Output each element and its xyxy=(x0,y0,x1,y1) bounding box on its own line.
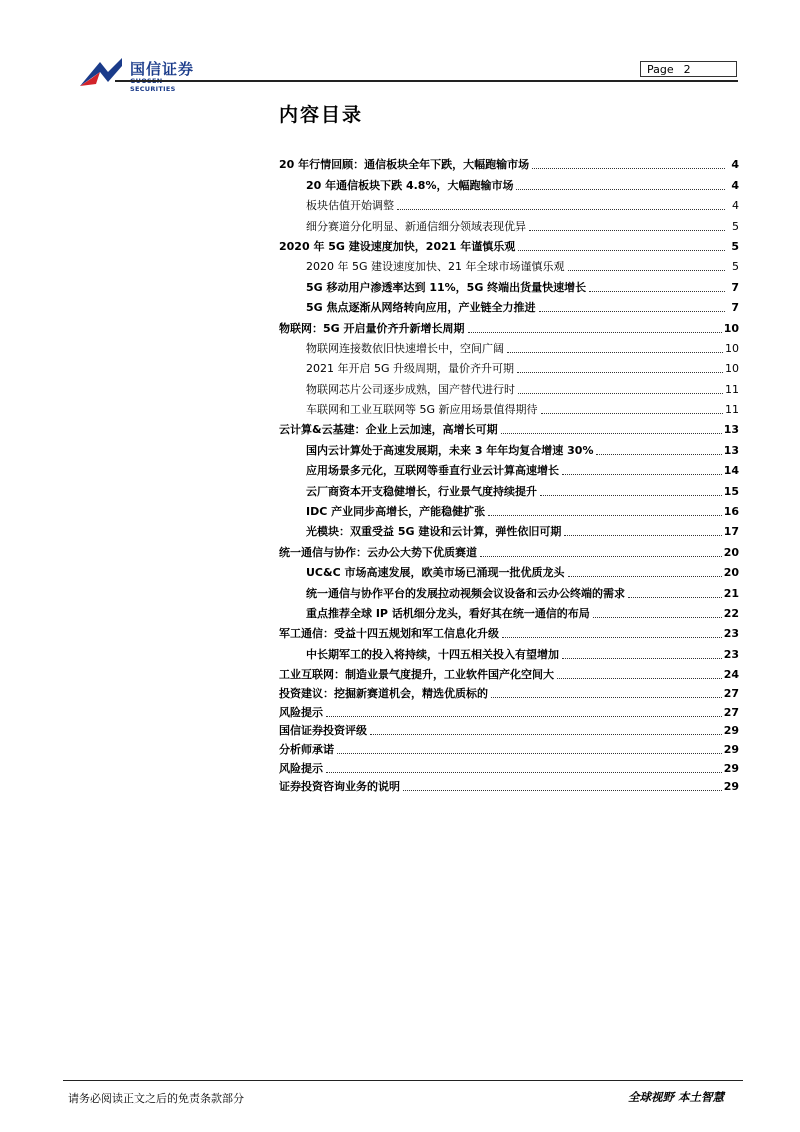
logo-name-cn: 国信证券 xyxy=(130,60,195,78)
toc-entry[interactable] xyxy=(279,274,739,294)
toc-dot-leader xyxy=(501,433,722,434)
toc-entry[interactable] xyxy=(279,601,739,621)
toc-dot-leader xyxy=(568,270,726,271)
toc-dot-leader xyxy=(539,311,725,312)
toc-dot-leader xyxy=(468,332,722,333)
toc-entry[interactable] xyxy=(279,213,739,233)
page-number: 2 xyxy=(683,63,691,76)
toc-entry[interactable] xyxy=(279,776,739,795)
toc-entry-page: 23 xyxy=(723,627,739,641)
toc-entry-page: 5 xyxy=(731,239,739,253)
logo-name-en: GUOSEN SECURITIES xyxy=(130,77,176,93)
toc-entry[interactable] xyxy=(279,560,739,580)
toc-entry[interactable] xyxy=(279,376,739,396)
toc-dot-leader xyxy=(516,189,725,190)
toc-dot-leader xyxy=(564,535,721,536)
toc-entry-title: 军工通信：受益十四五规划和军工信息化升级 xyxy=(279,627,499,641)
toc-entry[interactable] xyxy=(279,499,739,519)
toc-entry-title: 投资建议：挖掘新赛道机会，精选优质标的 xyxy=(279,686,488,700)
toc-entry-title: 统一通信与协作平台的发展拉动视频会议设备和云办公终端的需求 xyxy=(306,586,625,600)
toc-entry-page: 29 xyxy=(723,780,739,794)
toc-entry-page: 15 xyxy=(723,484,739,498)
toc-entry-page: 24 xyxy=(723,668,739,682)
toc-entry[interactable] xyxy=(279,254,739,274)
toc-entry[interactable] xyxy=(279,641,739,661)
toc-dot-leader xyxy=(517,372,723,373)
toc-entry[interactable] xyxy=(279,701,739,720)
toc-entry[interactable] xyxy=(279,519,739,539)
toc-entry-page: 27 xyxy=(723,705,739,719)
toc-entry-page: 20 xyxy=(723,566,739,580)
toc-dot-leader xyxy=(532,168,725,169)
toc-entry[interactable] xyxy=(279,539,739,559)
toc-entry-title: 细分赛道分化明显、新通信细分领域表现优异 xyxy=(306,219,526,233)
toc-entry-page: 27 xyxy=(723,686,739,700)
toc-dot-leader xyxy=(488,515,722,516)
toc-entry-title: 物联网芯片公司逐步成熟，国产替代进行时 xyxy=(306,382,515,396)
toc-entry-title: 2020 年 5G 建设速度加快，2021 年谨慎乐观 xyxy=(279,239,516,253)
footer-disclaimer: 请务必阅读正文之后的免责条款部分 xyxy=(68,1092,244,1105)
toc-dot-leader xyxy=(326,716,722,717)
toc-entry-page: 21 xyxy=(723,586,739,600)
footer-divider xyxy=(63,1080,743,1081)
toc-entry-title: IDC 产业同步高增长，产能稳健扩张 xyxy=(306,505,486,519)
toc-entry-page: 4 xyxy=(731,178,739,192)
toc-entry[interactable] xyxy=(279,336,739,356)
toc-entry-page: 10 xyxy=(723,321,739,335)
toc-entry[interactable] xyxy=(279,757,739,776)
toc-entry-page: 4 xyxy=(731,158,739,172)
toc-entry-page: 22 xyxy=(723,606,739,620)
toc-entry-page: 10 xyxy=(725,362,739,376)
toc-entry-title: UC&C 市场高速发展，欧美市场已涌现一批优质龙头 xyxy=(306,566,565,580)
toc-entry[interactable] xyxy=(279,720,739,739)
toc-entry-title: 国内云计算处于高速发展期，未来 3 年年均复合增速 30% xyxy=(306,443,594,457)
toc-entry-page: 10 xyxy=(725,341,739,355)
toc-entry-title: 车联网和工业互联网等 5G 新应用场景值得期待 xyxy=(306,403,538,417)
toc-entry-title: 板块估值开始调整 xyxy=(306,199,394,213)
toc-entry-page: 29 xyxy=(723,742,739,756)
toc-entry-page: 13 xyxy=(723,443,739,457)
toc-dot-leader xyxy=(518,250,725,251)
page-indicator xyxy=(640,61,737,77)
toc-dot-leader xyxy=(326,772,722,773)
toc-entry-page: 16 xyxy=(723,505,739,519)
table-of-contents xyxy=(279,152,739,794)
toc-entry-page: 20 xyxy=(723,545,739,559)
toc-dot-leader xyxy=(568,576,722,577)
toc-entry-page: 14 xyxy=(723,464,739,478)
toc-entry-page: 29 xyxy=(723,761,739,775)
toc-dot-leader xyxy=(541,413,723,414)
toc-entry-title: 5G 焦点逐渐从网络转向应用，产业链全力推进 xyxy=(306,301,536,315)
toc-entry-page: 13 xyxy=(723,423,739,437)
guosen-logo xyxy=(78,56,208,93)
toc-entry-title: 中长期军工的投入将持续，十四五相关投入有望增加 xyxy=(306,647,559,661)
toc-entry[interactable] xyxy=(279,621,739,641)
toc-entry-page: 23 xyxy=(723,647,739,661)
toc-entry-page: 7 xyxy=(731,301,739,315)
toc-entry[interactable] xyxy=(279,193,739,213)
toc-entry-title: 风险提示 xyxy=(279,705,323,719)
toc-dot-leader xyxy=(370,734,722,735)
toc-entry-title: 云厂商资本开支稳健增长，行业景气度持续提升 xyxy=(306,484,537,498)
toc-entry-title: 工业互联网：制造业景气度提升，工业软件国产化空间大 xyxy=(279,668,554,682)
toc-entry-title: 物联网连接数依旧快速增长中，空间广阔 xyxy=(306,341,504,355)
toc-dot-leader xyxy=(507,352,723,353)
toc-entry-page: 5 xyxy=(732,219,739,233)
toc-entry[interactable] xyxy=(279,172,739,192)
toc-entry[interactable] xyxy=(279,417,739,437)
toc-entry-title: 20 年通信板块下跌 4.8%，大幅跑输市场 xyxy=(306,178,514,192)
toc-entry-title: 5G 移动用户渗透率达到 11%，5G 终端出货量快速增长 xyxy=(306,280,587,294)
toc-entry[interactable] xyxy=(279,738,739,757)
toc-entry-title: 光模块：双重受益 5G 建设和云计算，弹性依旧可期 xyxy=(306,525,562,539)
toc-dot-leader xyxy=(557,678,722,679)
guosen-logo-icon xyxy=(78,56,128,90)
toc-dot-leader xyxy=(593,617,722,618)
toc-dot-leader xyxy=(491,697,722,698)
header-divider xyxy=(115,80,738,82)
toc-dot-leader xyxy=(397,209,725,210)
toc-dot-leader xyxy=(628,597,722,598)
toc-entry-title: 重点推荐全球 IP 话机细分龙头，看好其在统一通信的布局 xyxy=(306,606,590,620)
toc-entry-title: 云计算&云基建：企业上云加速，高增长可期 xyxy=(279,423,498,437)
toc-entry-title: 风险提示 xyxy=(279,761,323,775)
toc-entry[interactable] xyxy=(279,356,739,376)
toc-dot-leader xyxy=(562,658,722,659)
toc-entry[interactable] xyxy=(279,315,739,335)
toc-entry-title: 20 年行情回顾：通信板块全年下跌，大幅跑输市场 xyxy=(279,158,530,172)
toc-entry-page: 5 xyxy=(732,260,739,274)
toc-entry[interactable] xyxy=(279,234,739,254)
toc-entry[interactable] xyxy=(279,682,739,701)
toc-entry[interactable] xyxy=(279,580,739,600)
page-label: Page xyxy=(647,63,674,76)
toc-dot-leader xyxy=(596,454,721,455)
toc-dot-leader xyxy=(562,474,722,475)
toc-entry[interactable] xyxy=(279,478,739,498)
toc-dot-leader xyxy=(540,495,722,496)
toc-entry-page: 11 xyxy=(725,403,739,417)
toc-dot-leader xyxy=(518,393,723,394)
toc-entry[interactable] xyxy=(279,662,739,682)
toc-dot-leader xyxy=(403,790,722,791)
toc-entry-page: 7 xyxy=(731,280,739,294)
toc-entry-title: 应用场景多元化，互联网等垂直行业云计算高速增长 xyxy=(306,464,559,478)
toc-entry-title: 分析师承诺 xyxy=(279,742,334,756)
toc-entry-title: 统一通信与协作：云办公大势下优质赛道 xyxy=(279,545,477,559)
toc-dot-leader xyxy=(502,637,722,638)
toc-dot-leader xyxy=(480,556,722,557)
toc-entry-title: 2021 年开启 5G 升级周期，量价齐升可期 xyxy=(306,362,515,376)
toc-entry[interactable] xyxy=(279,397,739,417)
toc-entry-title: 证券投资咨询业务的说明 xyxy=(279,780,400,794)
toc-entry-title: 物联网：5G 开启量价齐升新增长周期 xyxy=(279,321,465,335)
toc-dot-leader xyxy=(589,291,725,292)
toc-entry-page: 11 xyxy=(725,382,739,396)
toc-entry-page: 17 xyxy=(723,525,739,539)
toc-entry[interactable] xyxy=(279,152,739,172)
toc-dot-leader xyxy=(529,230,725,231)
toc-entry-title: 2020 年 5G 建设速度加快、21 年全球市场谨慎乐观 xyxy=(306,260,565,274)
footer-slogan: 全球视野 本土智慧 xyxy=(628,1090,725,1104)
toc-entry-title: 国信证券投资评级 xyxy=(279,724,367,738)
toc-entry-page: 4 xyxy=(732,199,739,213)
toc-entry[interactable] xyxy=(279,295,739,315)
toc-title: 内容目录 xyxy=(279,104,364,126)
toc-entry-page: 29 xyxy=(723,724,739,738)
toc-entry[interactable] xyxy=(279,458,739,478)
toc-dot-leader xyxy=(337,753,722,754)
toc-entry[interactable] xyxy=(279,437,739,457)
